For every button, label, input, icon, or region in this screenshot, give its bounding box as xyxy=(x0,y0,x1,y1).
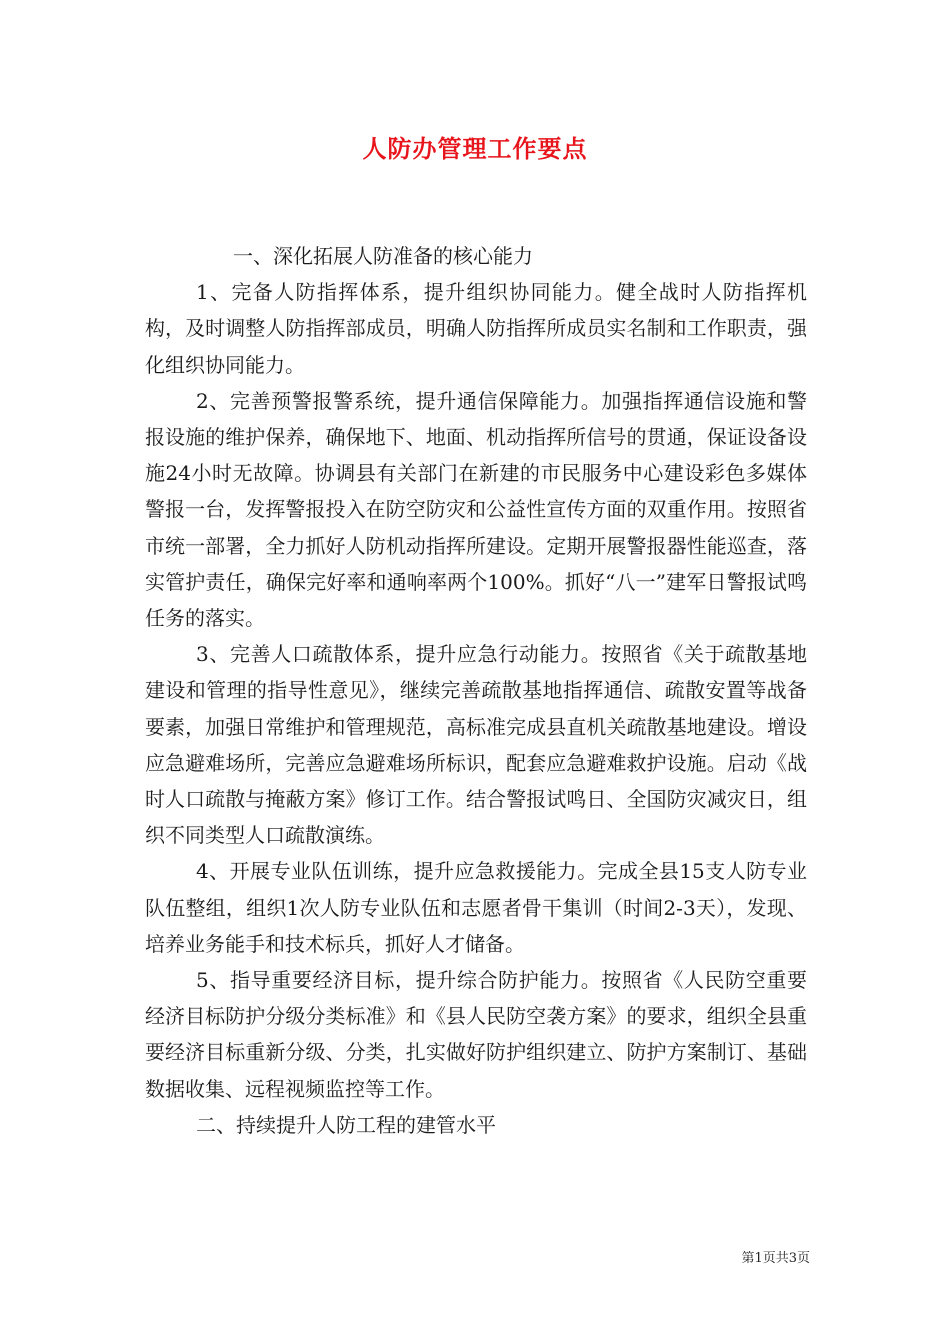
page-title: 人防办管理工作要点 xyxy=(362,134,588,163)
document-body xyxy=(145,238,807,1143)
paragraph-3: 3、完善人口疏散体系，提升应急行动能力。按照省《关于疏散基地建设和管理的指导性意见》，继续完善疏散基地指挥通信、疏散安置等战备要素，加强日常维护和管理规范，高标准完成县直机关疏散基地建设。增设应急避难场所，完善应急避难场所标识，配套应急避难救护设施。启动《战时人口疏散与掩蔽方案》修订工作。结合警报试鸣日、全国防灾减灾日，组织不同类型人口疏散演练。 xyxy=(145,642,807,848)
page-number: 第1页共3页 xyxy=(741,1251,810,1266)
paragraph-4: 4、开展专业队伍训练，提升应急救援能力。完成全县15支人防专业队伍整组，组织1次人防专业队伍和志愿者骨干集训（时间2-3天），发现、培养业务能手和技术标兵，抓好人才储备。 xyxy=(145,859,807,956)
section-heading-2: 二、持续提升人防工程的建管水平 xyxy=(196,1112,496,1137)
paragraph-1: 1、完备人防指挥体系，提升组织协同能力。健全战时人防指挥机构，及时调整人防指挥部成员，明确人防指挥所成员实名制和工作职责，强化组织协同能力。 xyxy=(145,280,807,377)
section-heading-1: 一、深化拓展人防准备的核心能力 xyxy=(233,244,533,268)
paragraph-5: 5、指导重要经济目标，提升综合防护能力。按照省《人民防空重要经济目标防护分级分类标准》和《县人民防空袭方案》的要求，组织全县重要经济目标重新分级、分类，扎实做好防护组织建立、防护方案制订、基础数据收集、远程视频监控等工作。 xyxy=(145,968,807,1101)
paragraph-2: 2、完善预警报警系统，提升通信保障能力。加强指挥通信设施和警报设施的维护保养，确保地下、地面、机动指挥所信号的贯通，保证设备设施24小时无故障。协调县有关部门在新建的市民服务中心建设彩色多媒体警报一台，发挥警报投入在防空防灾和公益性宣传方面的双重作用。按照省市统一部署，全力抓好人防机动指挥所建设。定期开展警报器性能巡查，落实管护责任，确保完好率和通响率两个100%。抓好“八一”建军日警报试鸣任务的落实。 xyxy=(145,388,807,631)
